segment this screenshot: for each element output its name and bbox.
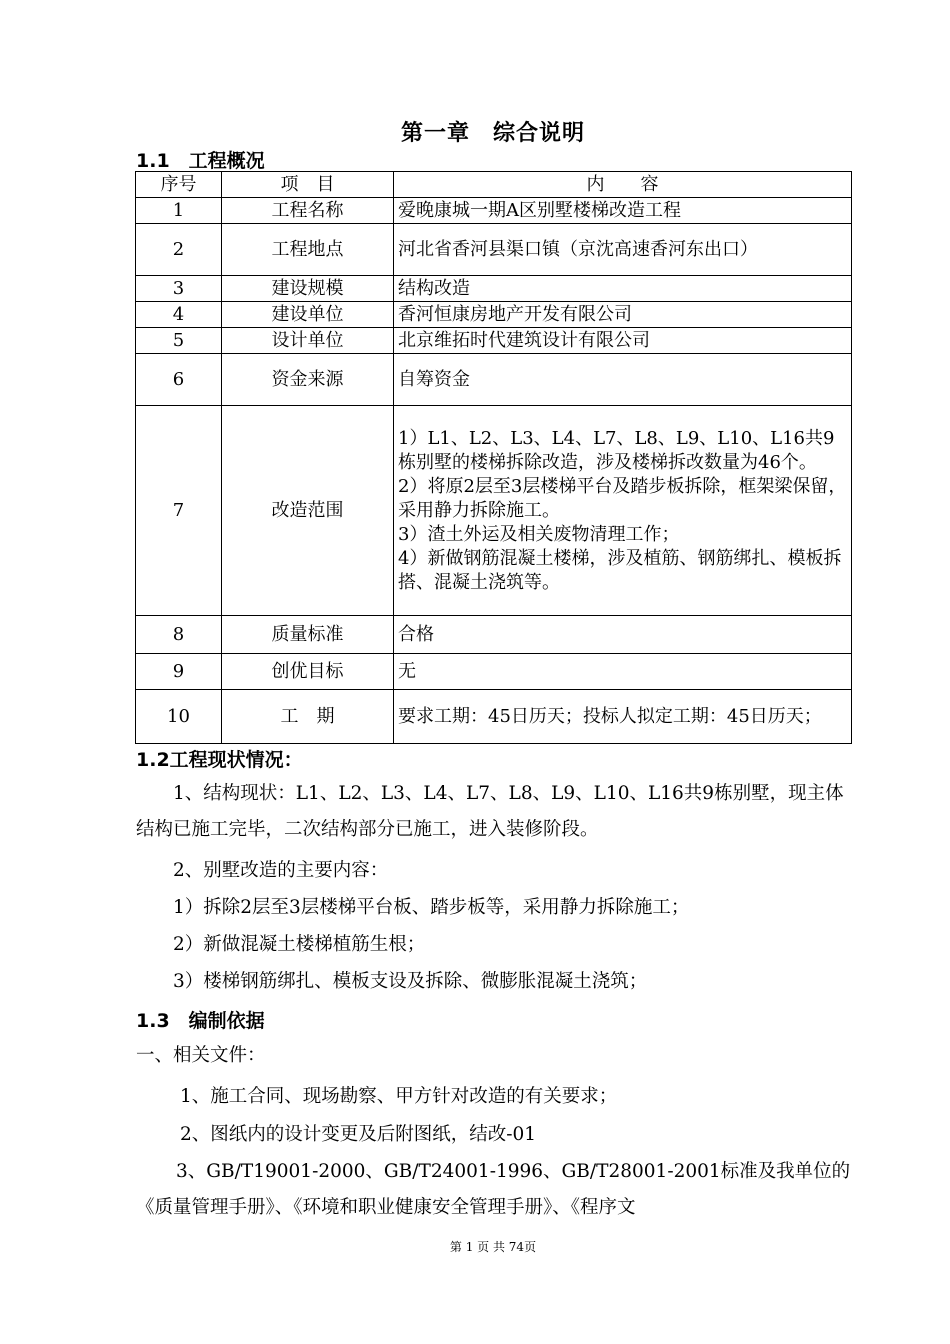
body-paragraph: 2、别墅改造的主要内容：: [173, 860, 389, 881]
row-content: 要求工期：45日历天；投标人拟定工期：45日历天；: [394, 690, 852, 744]
scope-item: 4）新做钢筋混凝土楼梯，涉及植筋、钢筋绑扎、模板拆搭、混凝土浇筑等。: [398, 547, 842, 593]
table-row: [136, 276, 852, 302]
row-no: 1: [136, 198, 222, 224]
row-no: 2: [136, 224, 222, 276]
row-item: 质量标准: [222, 616, 394, 654]
table-header-row: [136, 172, 852, 198]
row-no: 9: [136, 654, 222, 690]
table-row: [136, 302, 852, 328]
table-row: [136, 616, 852, 654]
row-no: 4: [136, 302, 222, 328]
row-item: 改造范围: [222, 406, 394, 616]
row-content: 河北省香河县渠口镇（京沈高速香河东出口）: [394, 224, 852, 276]
header-item: 项 目: [222, 172, 394, 198]
row-content: [394, 406, 852, 616]
body-paragraph: 1）拆除2层至3层楼梯平台板、踏步板等，采用静力拆除施工；: [173, 897, 690, 918]
body-paragraph: 1、施工合同、现场勘察、甲方针对改造的有关要求；: [180, 1086, 618, 1107]
section-heading-1-1: 1.1 工程概况: [136, 150, 265, 172]
row-item: 设计单位: [222, 328, 394, 354]
row-no: 8: [136, 616, 222, 654]
row-item: 建设规模: [222, 276, 394, 302]
body-paragraph: 3）楼梯钢筋绑扎、模板支设及拆除、微膨胀混凝土浇筑；: [173, 971, 648, 992]
row-no: 3: [136, 276, 222, 302]
body-paragraph: 2、图纸内的设计变更及后附图纸，结改-01: [180, 1124, 537, 1145]
body-paragraph: 2）新做混凝土楼梯植筋生根；: [173, 934, 426, 955]
chapter-title: 第一章 综合说明: [400, 121, 585, 146]
row-content: 无: [394, 654, 852, 690]
body-paragraph: 3、GB/T19001-2000、GB/T24001-1996、GB/T28001-2001标准及我单位的《质量管理手册》、《环境和职业健康安全管理手册》、《程序文: [136, 1161, 851, 1218]
section-heading-1-2: 1.2工程现状情况：: [136, 749, 303, 771]
row-content: 结构改造: [394, 276, 852, 302]
row-no: 7: [136, 406, 222, 616]
row-item: 建设单位: [222, 302, 394, 328]
row-content: 香河恒康房地产开发有限公司: [394, 302, 852, 328]
row-no: 6: [136, 354, 222, 406]
row-item: 工程名称: [222, 198, 394, 224]
table-row: [136, 406, 852, 616]
row-content: 自筹资金: [394, 354, 852, 406]
header-no: 序号: [136, 172, 222, 198]
row-content: 北京维拓时代建筑设计有限公司: [394, 328, 852, 354]
body-paragraph: 1、结构现状：L1、L2、L3、L4、L7、L8、L9、L10、L16共9栋别墅，现主体结构已施工完毕，二次结构部分已施工，进入装修阶段。: [136, 783, 844, 840]
page-footer: 第 1 页 共 74页: [449, 1240, 537, 1254]
row-item: 资金来源: [222, 354, 394, 406]
scope-item: 3）渣土外运及相关废物清理工作；: [398, 523, 680, 545]
scope-item: 1）L1、L2、L3、L4、L7、L8、L9、L10、L16共9栋别墅的楼梯拆除改造，涉及楼梯拆改数量为46个。: [398, 427, 835, 473]
table-row: [136, 354, 852, 406]
section-heading-1-3: 1.3 编制依据: [136, 1010, 265, 1032]
table-row: [136, 654, 852, 690]
table-row: [136, 328, 852, 354]
table-row: [136, 224, 852, 276]
scope-item: 2）将原2层至3层楼梯平台及踏步板拆除，框架梁保留，采用静力拆除施工。: [398, 475, 847, 521]
row-item: 工程地点: [222, 224, 394, 276]
project-overview-table: [135, 171, 852, 744]
row-no: 5: [136, 328, 222, 354]
row-content: 爱晚康城一期A区别墅楼梯改造工程: [394, 198, 852, 224]
row-item: 创优目标: [222, 654, 394, 690]
table-row: [136, 198, 852, 224]
row-content: 合格: [394, 616, 852, 654]
header-content: 内 容: [394, 172, 852, 198]
row-no: 10: [136, 690, 222, 744]
body-paragraph: 一、相关文件：: [136, 1045, 266, 1066]
table-row: [136, 690, 852, 744]
row-item: 工 期: [222, 690, 394, 744]
